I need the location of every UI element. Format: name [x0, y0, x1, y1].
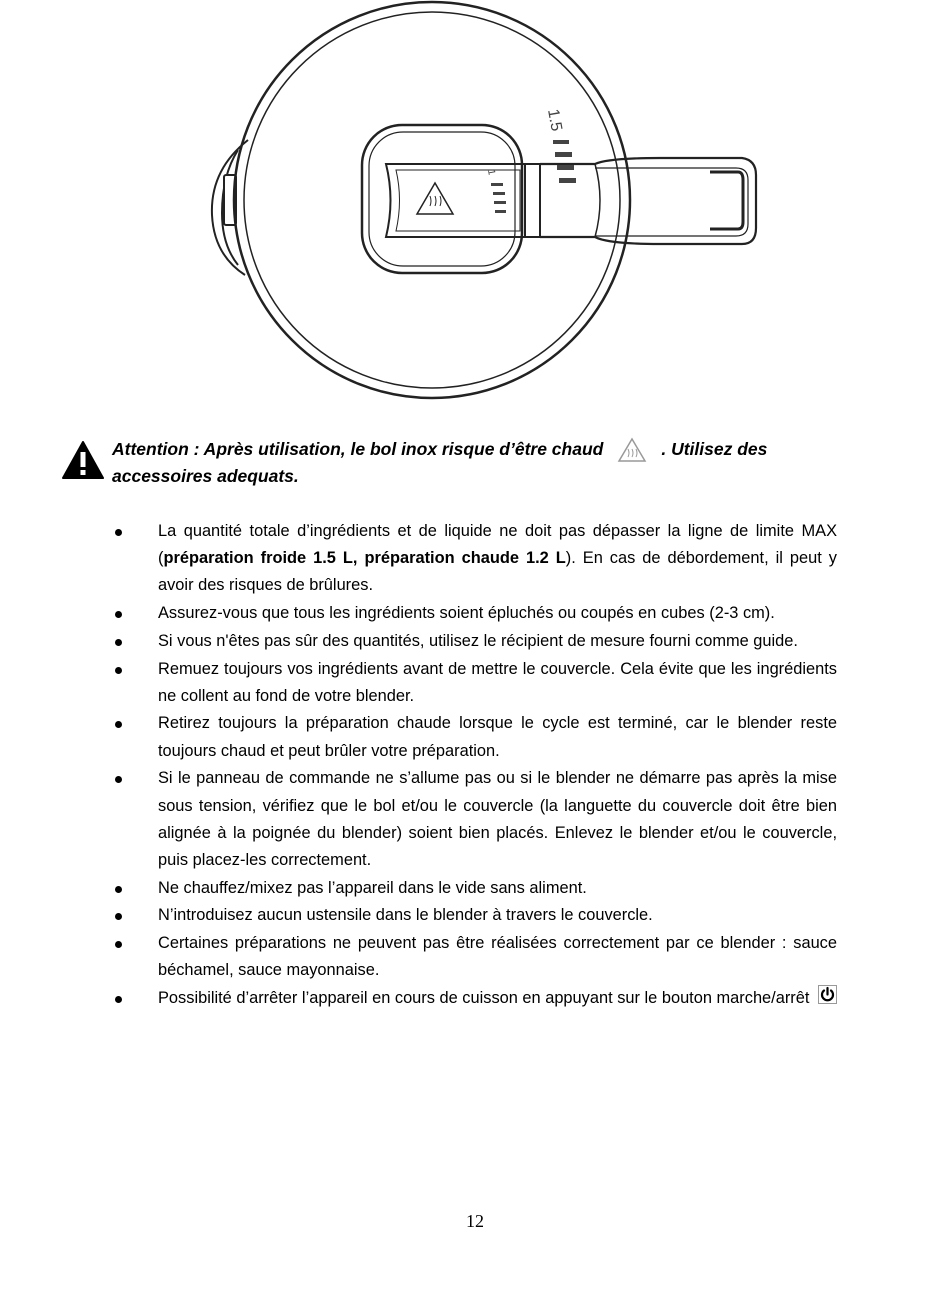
- list-item: [112, 600, 837, 627]
- bullet-dot: [115, 776, 122, 783]
- list-item: [112, 628, 837, 655]
- list-item-text-after: ). En cas de débordement, il peut y avoir des risques de brûlures.: [158, 549, 837, 595]
- list-item: [112, 765, 837, 874]
- blender-lid-illustration: [190, 0, 770, 400]
- warning-text: [112, 436, 832, 490]
- list-item-text: Retirez toujours la préparation chaude lorsque le cycle est terminé, car le blender reste toujours chaud et peut brûler votre préparation.: [158, 714, 837, 760]
- list-item-text: Certaines préparations ne peuvent pas être réalisées correctement par ce blender : sauce béchamel, sauce mayonnaise.: [158, 934, 837, 980]
- bullet-dot: [115, 529, 122, 536]
- list-item: [112, 902, 837, 929]
- bullet-dot: [115, 913, 122, 920]
- list-item-text: Assurez-vous que tous les ingrédients soient épluchés ou coupés en cubes (2-3 cm).: [158, 604, 775, 623]
- list-item-text: Si vous n'êtes pas sûr des quantités, utilisez le récipient de mesure fourni comme guide.: [158, 631, 798, 650]
- list-item-text: N’introduisez aucun ustensile dans le blender à travers le couvercle.: [158, 906, 653, 925]
- list-item: [112, 656, 837, 710]
- warning-line1-end: . Utilisez des: [661, 439, 768, 459]
- bullet-dot: [115, 996, 122, 1003]
- list-item-text-before: La quantité totale d’ingrédients et de liquide ne doit pas dépasser la ligne de limite MAX (: [158, 522, 837, 568]
- bullet-dot: [115, 941, 122, 948]
- scale-mark-large: 1.5: [544, 107, 565, 133]
- bullet-dot: [115, 639, 122, 646]
- bullet-dot: [115, 721, 122, 728]
- warning-line2: accessoires adequats.: [112, 466, 299, 486]
- warning-triangle-icon: [62, 440, 104, 480]
- bullet-dot: [115, 886, 122, 893]
- list-item-text: Si le panneau de commande ne s’allume pas ou si le blender ne démarre pas après la mise sous tension, vérifiez que le bol et/ou le couvercle (la languette du couvercle doit être bien alignée à la poignée du blender) soient bien placés. Enlevez le blender et/ou le couvercle, puis placez-les correctement.: [158, 769, 837, 869]
- list-item-text-bold: préparation froide 1.5 L, préparation chaude 1.2 L: [163, 549, 566, 568]
- list-item: [112, 985, 837, 1012]
- precautions-list: [112, 518, 837, 1013]
- hot-surface-icon: [617, 437, 647, 463]
- list-item: [112, 710, 837, 764]
- scale-mark-small: 1: [485, 168, 497, 176]
- list-item: [112, 930, 837, 984]
- list-item-text: Remuez toujours vos ingrédients avant de mettre le couvercle. Cela évite que les ingrédients ne collent au fond de votre blender.: [158, 659, 837, 705]
- warning-line1-start: Attention : Après utilisation, le bol inox risque d’être chaud: [112, 439, 604, 459]
- power-icon: [818, 985, 837, 1004]
- page-number: 12: [466, 1211, 484, 1231]
- list-item: [112, 875, 837, 902]
- list-item-text: Ne chauffez/mixez pas l’appareil dans le vide sans aliment.: [158, 878, 587, 897]
- list-item: [112, 518, 837, 600]
- list-item-text: Possibilité d’arrêter l’appareil en cours de cuisson en appuyant sur le bouton marche/arrêt: [158, 988, 810, 1007]
- bullet-dot: [115, 667, 122, 674]
- bullet-dot: [115, 611, 122, 618]
